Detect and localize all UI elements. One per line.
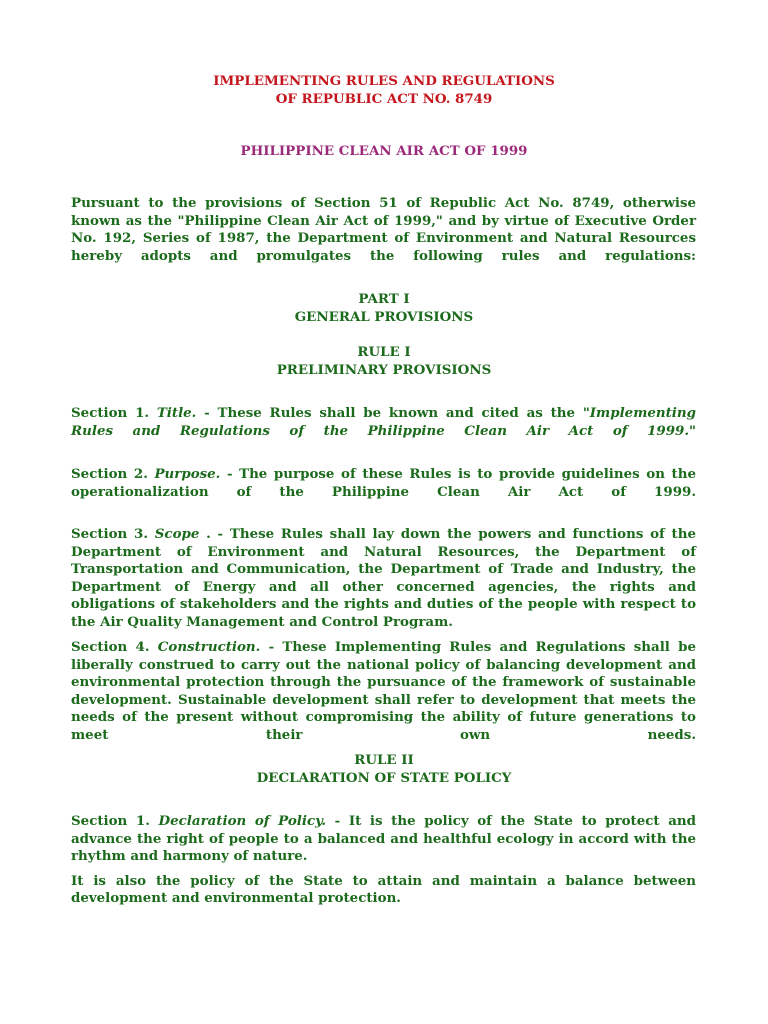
rule-2-heading	[0, 752, 768, 787]
section-dash: -	[326, 813, 349, 829]
section-heading: Declaration of Policy.	[158, 813, 327, 829]
rule-1-section-3	[71, 526, 696, 631]
rule-1-section-2	[71, 466, 696, 501]
part-title: GENERAL PROVISIONS	[294, 308, 474, 325]
section-text: These Rules shall lay down the powers and functions of the Department of Environment and Natural Resources, the Department of Transportation and Communication, the Department of Trade and Industry, the Department of Energy and all other concerned agencies, the rights and obligations of stakeholders and the rights and duties of the people with respect to the Air Quality Management and Control Program.	[71, 526, 696, 630]
section-label: Section 4.	[71, 639, 150, 655]
section-dash: -	[196, 405, 218, 421]
section-heading: Construction.	[157, 639, 261, 655]
rule-2-section-1	[71, 813, 696, 908]
preamble-paragraph	[71, 195, 696, 265]
rule-1-section-4	[71, 639, 696, 744]
section-label: Section 1.	[71, 405, 150, 421]
section-quote: "Implementing Rules and Regulations of the Philippine Clean Air Act of 1999."	[71, 405, 696, 439]
document-title	[0, 72, 768, 108]
section-dash: . -	[199, 526, 230, 542]
rule-1-heading	[0, 344, 768, 379]
title-line-2: OF REPUBLIC ACT NO. 8749	[275, 91, 493, 107]
section-dash: -	[220, 466, 240, 482]
section-dash: -	[260, 639, 283, 655]
section-label: Section 3.	[71, 526, 149, 542]
section-heading: Purpose.	[154, 466, 221, 482]
rule-1-label: RULE I	[357, 344, 411, 360]
preamble-text: Pursuant to the provisions of Section 51 of Republic Act No. 8749, otherwise known as the "Philippine Clean Air Act of 1999," and by virtue of Executive Order No. 192, Series of 1987, the Department of Environment and Natural Resources hereby adopts and promulgates the following rules and regulations:	[71, 195, 696, 264]
section-heading: Title.	[156, 405, 197, 421]
rule-1-section-1	[71, 405, 696, 440]
rule-2-label: RULE II	[354, 752, 414, 768]
title-line-1: IMPLEMENTING RULES AND REGULATIONS	[213, 73, 555, 89]
section-text: The purpose of these Rules is to provide guidelines on the operationalization of the Philippine Clean Air Act of 1999.	[71, 466, 696, 500]
part-heading	[0, 291, 768, 326]
section-paragraph-2: It is also the policy of the State to attain and maintain a balance between development and environmental protection.	[71, 872, 696, 906]
section-label: Section 2.	[71, 466, 148, 482]
document-subtitle: PHILIPPINE CLEAN AIR ACT OF 1999	[240, 143, 528, 159]
section-text: These Implementing Rules and Regulations shall be liberally construed to carry out the national policy of balancing development and environmental protection through the pursuance of the framework of sustainable development. Sustainable development shall refer to development that meets the needs of the present without compromising the ability of future generations to meet their own needs.	[71, 639, 696, 743]
section-text: It is the policy of the State to protect and advance the right of people to a balanced and healthful ecology in accord with the rhythm and harmony of nature.	[71, 813, 696, 864]
rule-2-title: DECLARATION OF STATE POLICY	[256, 769, 512, 786]
part-label: PART I	[358, 291, 410, 307]
rule-1-title: PRELIMINARY PROVISIONS	[276, 361, 492, 378]
section-label: Section 1.	[71, 813, 150, 829]
section-heading: Scope	[154, 526, 200, 542]
section-text: These Rules shall be known and cited as the	[217, 405, 583, 421]
